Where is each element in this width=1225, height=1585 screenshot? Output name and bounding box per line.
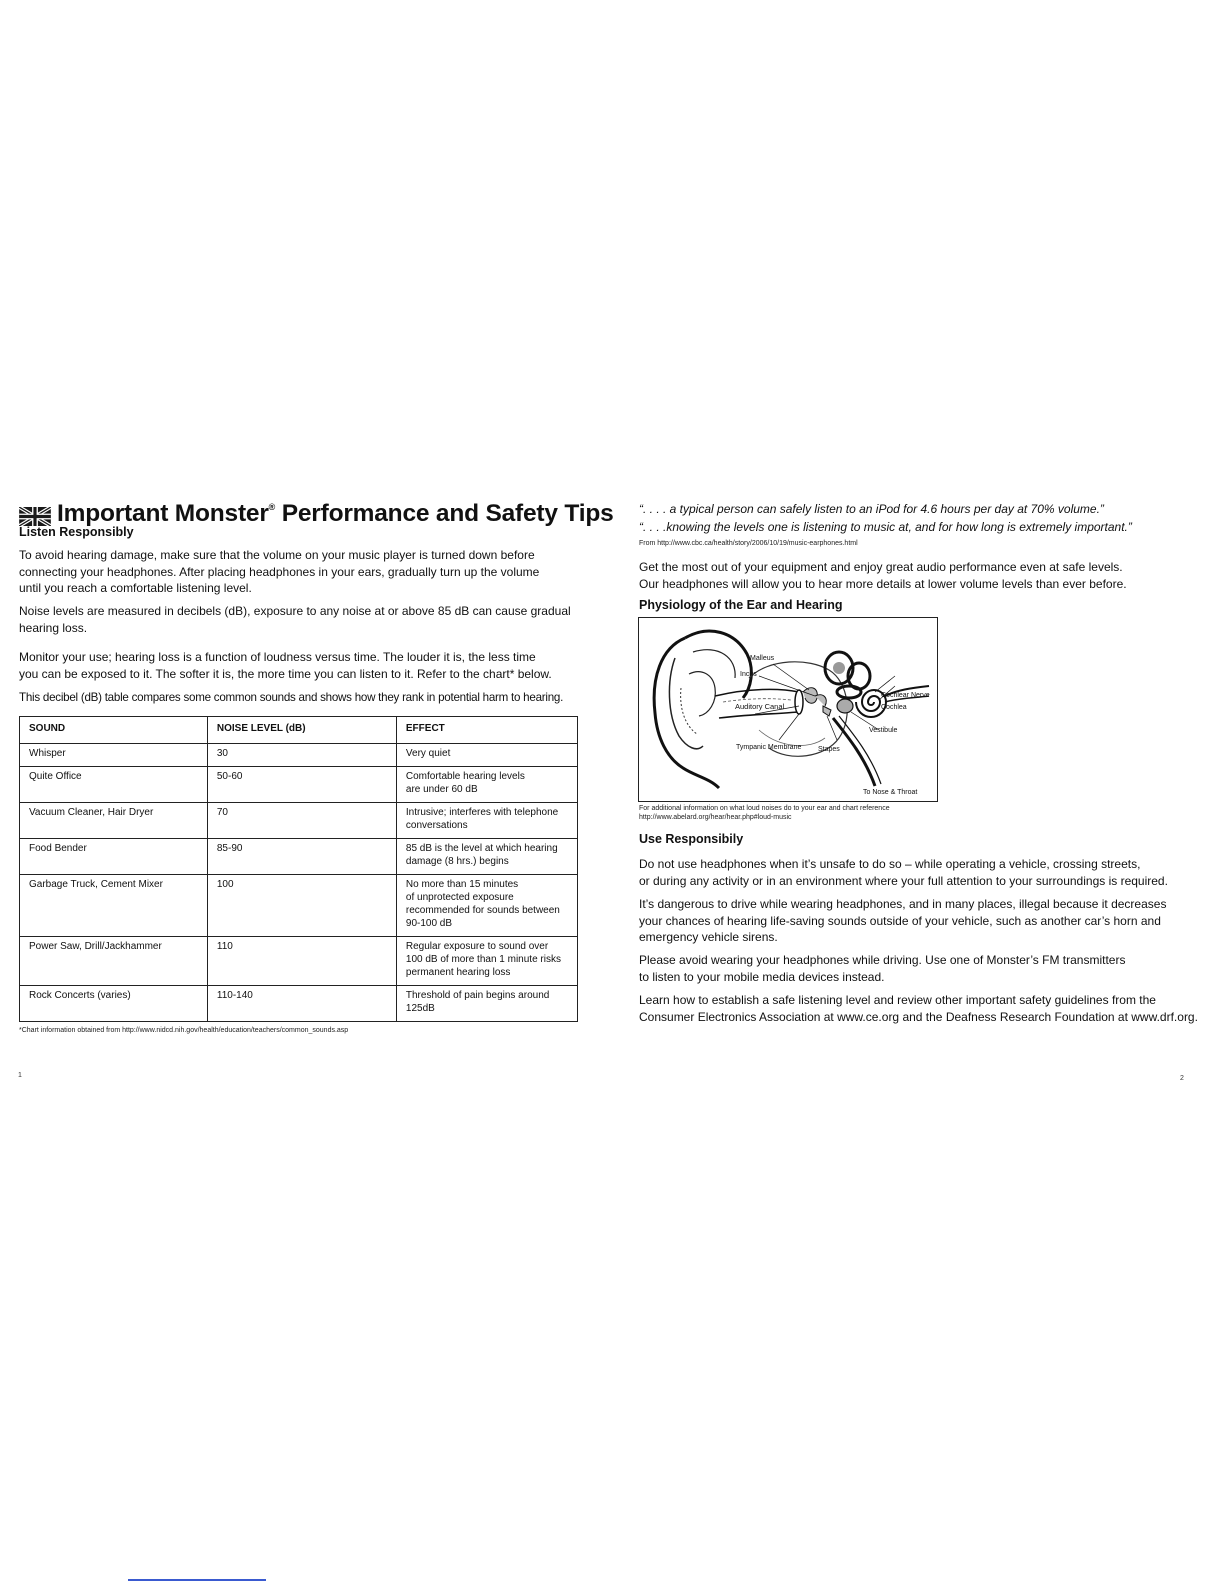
label-cochlear-nerve: Cochlear Nerve [881, 692, 930, 699]
noise-level-cell: 85-90 [207, 839, 396, 875]
label-incus: Incus [740, 671, 757, 678]
label-vestibule: Vestibule [869, 727, 898, 734]
page-number-right: 2 [1180, 1075, 1184, 1082]
decibel-table [19, 716, 578, 1022]
noise-level-cell: 110 [207, 937, 396, 986]
chart-footnote: *Chart information obtained from http://www.nidcd.nih.gov/health/education/teachers/common_sounds.asp [19, 1027, 349, 1034]
table-row [20, 937, 578, 986]
quote-ipod: “. . . . a typical person can safely listen to an iPod for 4.6 hours per day at 70% volume.” [639, 502, 1104, 516]
monitor-paragraph: Monitor your use; hearing loss is a function of loudness versus time. The louder it is, the less time you can be exposed to it. The softer it is, the more time you can listen to it. Refer to the chart* below. [19, 650, 552, 681]
use-responsibly-heading: Use Responsibily [639, 832, 744, 846]
quote-levels: “. . . .knowing the levels one is listening to music at, and for how long is extremely important.” [639, 520, 1132, 534]
decibel-paragraph: Noise levels are measured in decibels (dB), exposure to any noise at or above 85 dB can cause gradual hearing loss. [19, 604, 571, 635]
figure-reference-note: For additional information on what loud noises do to your ear and chart reference http://www.abelard.org/hear/hear.php#loud-music [639, 805, 890, 821]
page-title [57, 500, 614, 528]
label-malleus: Malleus [750, 655, 775, 662]
noise-level-cell: 100 [207, 875, 396, 937]
left-page [0, 0, 612, 1585]
guidelines-paragraph: Learn how to establish a safe listening level and review other important safety guidelines from the Consumer Electronics Association at www.ce.org and the Deafness Research Foundation at www.drf.org. [639, 993, 1198, 1024]
bottom-edge-line [128, 1579, 266, 1581]
label-auditory-canal: Auditory Canal [735, 702, 785, 711]
effect-cell: Intrusive; interferes with telephone conversations [396, 803, 577, 839]
sound-cell: Rock Concerts (varies) [20, 986, 208, 1022]
noise-level-cell: 70 [207, 803, 396, 839]
table-header-row [20, 717, 578, 744]
sound-cell: Garbage Truck, Cement Mixer [20, 875, 208, 937]
registered-mark: ® [268, 502, 276, 512]
sound-cell: Quite Office [20, 767, 208, 803]
uk-flag-icon [19, 507, 51, 526]
table-row [20, 986, 578, 1022]
label-cochlea: Cochlea [881, 704, 907, 711]
driving-paragraph: It’s dangerous to drive while wearing headphones, and in many places, illegal because it decreases your chances of hearing life-saving sounds outside of your vehicle, such as another car’s horn and emergency vehicle sirens. [639, 897, 1167, 944]
table-row [20, 744, 578, 767]
column-header-sound: SOUND [20, 717, 208, 744]
effect-cell: Comfortable hearing levels are under 60 dB [396, 767, 577, 803]
table-row [20, 767, 578, 803]
title-brand-text: Important Monster [57, 500, 269, 527]
label-stapes: Stapes [818, 746, 840, 753]
ear-anatomy-figure [638, 617, 938, 802]
noise-level-cell: 30 [207, 744, 396, 767]
sound-cell: Power Saw, Drill/Jackhammer [20, 937, 208, 986]
table-row [20, 875, 578, 937]
label-to-nose-throat: To Nose & Throat [863, 789, 918, 796]
sound-cell: Food Bender [20, 839, 208, 875]
right-page [612, 0, 1225, 1585]
effect-cell: Threshold of pain begins around 125dB [396, 986, 577, 1022]
column-header-effect: EFFECT [396, 717, 577, 744]
effect-cell: Very quiet [396, 744, 577, 767]
noise-level-cell: 110-140 [207, 986, 396, 1022]
page-number-left: 1 [18, 1072, 22, 1079]
effect-cell: No more than 15 minutes of unprotected exposure recommended for sounds between 90-100 dB [396, 875, 577, 937]
label-tympanic-membrane: Tympanic Membrane [736, 744, 802, 751]
sound-cell: Vacuum Cleaner, Hair Dryer [20, 803, 208, 839]
column-header-noise-level: NOISE LEVEL (dB) [207, 717, 396, 744]
intro-paragraph: To avoid hearing damage, make sure that the volume on your music player is turned down before connecting your headphones. After placing headphones in your ears, gradually turn up the volume until you reach a comfortable listening level. [19, 548, 540, 595]
title-suffix-text: Performance and Safety Tips [275, 500, 614, 527]
table-intro-paragraph: This decibel (dB) table compares some common sounds and shows how they rank in potential harm to hearing. [19, 691, 564, 704]
table-row [20, 803, 578, 839]
fm-transmitter-paragraph: Please avoid wearing your headphones while driving. Use one of Monster’s FM transmitters to listen to your mobile media devices instead. [639, 953, 1126, 984]
safety-paragraph: Do not use headphones when it’s unsafe to do so – while operating a vehicle, crossing streets, or during any activity or in an environment where your full attention to your surroundings is required. [639, 857, 1168, 888]
effect-cell: Regular exposure to sound over 100 dB of more than 1 minute risks permanent hearing loss [396, 937, 577, 986]
noise-level-cell: 50-60 [207, 767, 396, 803]
listen-responsibly-heading: Listen Responsibly [19, 525, 134, 539]
quote-source: From http://www.cbc.ca/health/story/2006/10/19/music-earphones.html [639, 540, 858, 547]
performance-paragraph: Get the most out of your equipment and enjoy great audio performance even at safe levels. Our headphones will allow you to hear more details at lower volume levels than ever before. [639, 560, 1127, 591]
effect-cell: 85 dB is the level at which hearing damage (8 hrs.) begins [396, 839, 577, 875]
table-row [20, 839, 578, 875]
ear-figure-heading: Physiology of the Ear and Hearing [639, 598, 843, 612]
sound-cell: Whisper [20, 744, 208, 767]
